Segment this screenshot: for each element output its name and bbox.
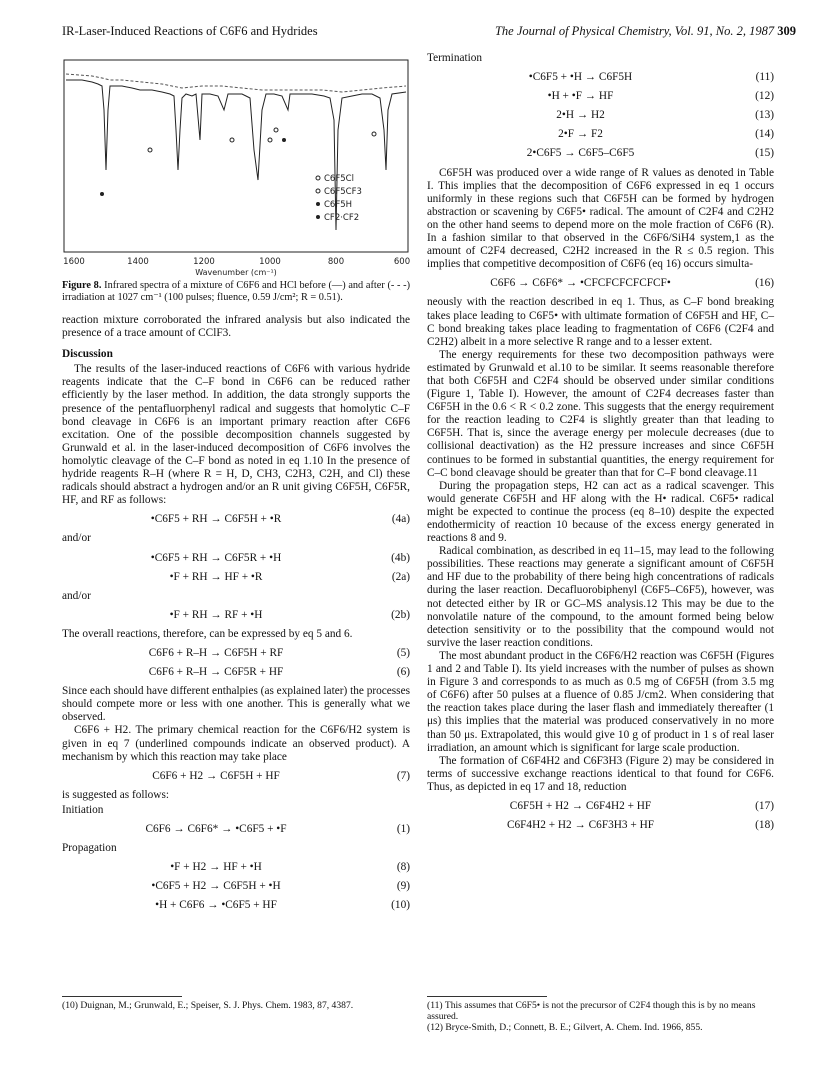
equation-13 — [427, 109, 774, 122]
equation-number: (16) — [755, 277, 774, 290]
paragraph: The overall reactions, therefore, can be expressed by eq 5 and 6. — [62, 627, 353, 640]
equation-number: (10) — [391, 899, 410, 912]
marker-C6F5H-2 — [282, 138, 286, 142]
right-column — [427, 50, 774, 838]
equation-expression: •C6F5 + RH → C6F5R + •H — [150, 551, 282, 564]
paragraph: During the propagation steps, H2 can act as a radical scavenger. This would generate C6F5H and HF along with the H• radical. C6F5• radical might be expected to continue the process (eq 8–10) despite the expected endothermicity of reaction 10 because of the excess energy generated in reactions 8 and 9. — [427, 479, 774, 545]
mechanism-label: Propagation — [62, 842, 117, 855]
equation-expression: C6F6 + R–H → C6F5H + RF — [148, 646, 284, 659]
paragraph: The most abundant product in the C6F6/H2 reaction was C6F5H (Figures 1 and 2 and Table I). Its yield increases with the number of pulses as shown in Figure 3 and corresponds to as much as 0.5 mg of C6F5H (from 3.5 mg of C6F6) after 50 pulses at a fluence of 0.85 J/cm2. When considering that the reaction takes place during the laser flash and immediately thereafter (1 μs) this implies that the material was produced conservatively in no more than 50 μs. Extrapolated, this would give 10 g of product in 1 s of real laser irradiation, an amount which is significant for large scale production. — [427, 649, 774, 754]
equation-expression: C6F4H2 + H2 → C6F3H3 + HF — [506, 819, 655, 832]
marker-C6F5CF3-2 — [268, 138, 272, 142]
equation-18 — [427, 819, 774, 832]
footnote-rule — [62, 996, 182, 997]
figure-caption — [62, 280, 410, 304]
x-axis-ticks — [63, 257, 410, 267]
equation-expression: •C6F5 + •H → C6F5H — [528, 71, 633, 84]
equation-8 — [62, 861, 410, 874]
equation-number: (2a) — [391, 570, 410, 583]
caption-label: Figure 8. — [62, 280, 102, 291]
connector-text: and/or — [62, 589, 91, 602]
equation-expression: C6F6 → C6F6* → •C6F5 + •F — [145, 823, 287, 835]
equation-number: (15) — [755, 147, 774, 160]
section-heading: Discussion — [62, 348, 113, 361]
plot-frame — [64, 60, 408, 252]
equation-2a — [62, 571, 410, 584]
legend-item-1: C6F5Cl — [324, 174, 354, 184]
x-tick: 1400 — [127, 257, 149, 267]
equation-expression: 2•H → H2 — [556, 109, 605, 122]
marker-C6F5Cl-2 — [274, 128, 278, 132]
footnote: (10) Duignan, M.; Grunwald, E.; Speiser, S. J. Phys. Chem. 1983, 87, 4387. — [62, 1000, 354, 1011]
equation-2b — [62, 609, 410, 622]
equation-5 — [62, 647, 410, 660]
equation-number: (13) — [755, 109, 774, 122]
equation-12 — [427, 90, 774, 103]
equation-4b — [62, 552, 410, 565]
x-tick: 1600 — [63, 257, 85, 267]
caption-text: Infrared spectra of a mixture of C6F6 and HCl before (—) and after (- - -) irradiation at 1027 cm⁻¹ (100 pulses; fluence, 0.59 J/cm²; R = 0.51). — [62, 280, 411, 303]
paragraph: is suggested as follows: — [62, 788, 170, 801]
equation-1 — [62, 823, 410, 836]
equation-number: (8) — [396, 861, 410, 874]
equation-15 — [427, 147, 774, 160]
legend — [316, 174, 362, 223]
equation-expression: 2•C6F5 → C6F5–C6F5 — [526, 147, 635, 160]
marker-C6F5Cl — [148, 148, 152, 152]
paragraph: The energy requirements for these two decomposition pathways were estimated by Grunwald et al.10 to be similar. It seems reasonable therefore that both C6F5H and C2F4 should be observed under similar conditions (Figure 1, Table I). However, the amount of C2F4 decreases faster than C6F5H in the 0.6 < R < 0.2 zone. This suggests that the energy requirement for the reaction leading to C2F4 is slightly greater than that leading to C6F5H. That is, since the average energy per molecule decreases (due to collisional deactivation) as the H2 pressure increases and since C6F5H continues to be formed in substantial quantities, the energy requirement for C–C bond cleavage should be greater than that for C–F bond cleavage.11 — [427, 348, 774, 479]
equation-number: (9) — [396, 880, 410, 893]
equation-number: (7) — [396, 769, 410, 782]
mechanism-label: Termination — [427, 52, 483, 64]
equation-number: (11) — [755, 71, 774, 84]
footnote: (12) Bryce-Smith, D.; Connett, B. E.; Gilvert, A. Chem. Ind. 1966, 855. — [427, 1022, 703, 1033]
x-axis-label: Wavenumber (cm⁻¹) — [195, 268, 277, 277]
x-tick: 1200 — [193, 257, 215, 267]
legend-item-4: CF2·CF2 — [324, 213, 360, 223]
paragraph: Radical combination, as described in eq 11–15, may lead to the following possibilities. These reactions may generate a significant amount of C6F5H and HF due to the probability of there being high concentrations of radicals during the laser reaction. Decafluorobiphenyl (C6F5–C6F5), however, was not detected either by IR or GC–MS analysis.12 This may be due to the nonvolatile nature of the compound, to the amount formed being below detection sensitivity or to the possibility that the compound would not survive the laser reaction conditions. — [427, 545, 774, 649]
page-number: 309 — [777, 24, 796, 38]
journal-citation: The Journal of Physical Chemistry, Vol. 91, No. 2, 1987 — [494, 24, 775, 38]
equation-number: (6) — [396, 666, 410, 679]
equation-number: (1) — [396, 823, 410, 835]
equation-expression: C6F6 → C6F6* → •CFCFCFCFCFCF• — [490, 277, 671, 290]
spectrum-after — [66, 74, 406, 92]
footnotes-right — [427, 996, 774, 1033]
marker-C6F5CF3-3 — [372, 132, 376, 136]
legend-item-2: C6F5CF3 — [324, 187, 362, 197]
equation-number: (4a) — [391, 513, 410, 526]
equation-expression: •F + RH → HF + •R — [169, 570, 263, 583]
paragraph: reaction mixture corroborated the infrared analysis but also indicated the presence of a trace amount of CClF3. — [62, 314, 410, 340]
equation-expression: •C6F5 + H2 → C6F5H + •H — [151, 880, 281, 893]
x-tick: 1000 — [259, 257, 281, 267]
footnote-rule — [427, 996, 547, 997]
equation-expression: •H + •F → HF — [547, 90, 614, 103]
paragraph: The formation of C6F4H2 and C6F3H3 (Figure 2) may be considered in terms of successive exchange reactions identical to that found for C6F6. Thus, as depicted in eq 17 and 18, reduction — [427, 754, 774, 793]
equation-expression: •H + C6F6 → •C6F5 + HF — [155, 899, 277, 912]
mechanism-label: Initiation — [62, 803, 104, 816]
footnotes-left — [62, 996, 410, 1011]
paragraph: neously with the reaction described in eq 1. Thus, as C–F bond breaking takes place leading to C6F5• with ultimate formation of C6F5H and HF, C–C bond breaking takes place leading to fragmentation of C6F6 (C2F4 and C2H2) albeit in a more selective R range and to a lesser extent. — [427, 296, 774, 348]
equation-expression: C6F5H + H2 → C6F4H2 + HF — [509, 799, 652, 812]
equation-expression: 2•F → F2 — [558, 128, 603, 141]
legend-item-3: C6F5H — [324, 200, 353, 210]
equation-number: (18) — [755, 819, 774, 832]
equation-number: (12) — [755, 90, 774, 103]
equation-number: (2b) — [391, 608, 410, 621]
equation-9 — [62, 880, 410, 893]
equation-16 — [427, 277, 774, 290]
equation-expression: C6F6 + H2 → C6F5H + HF — [152, 769, 280, 782]
paragraph: C6F6 + H2. The primary chemical reaction for the C6F6/H2 system is given in eq 7 (underlined compounds indicate an observed product). A mechanism by which this reaction may take place — [62, 724, 410, 763]
footnote: (11) This assumes that C6F5• is not the precursor of C2F4 though this is by no means assured. — [427, 1000, 756, 1022]
paragraph: C6F5H was produced over a wide range of R values as denoted in Table I. This implies that the decomposition of C6F6 expressed in eq 1 occurs uniformly in these regions such that C6F5H can be formed by hydrogen abstraction or scavening by C6F5• radical. The amount of C2F4 and C2H2 on the other hand seems to depend more on the mole fraction of C6F6 (R). In a fashion similar to that observed in the C6F6/SiH4 system,1 as the amount of C2F4 decreased, C2H2 increased in the R ≤ 0.5 region. This implies that competitive decomposition of C6F6 (eq 16) occurs simulta- — [427, 166, 774, 271]
x-tick: 800 — [327, 257, 345, 267]
journal-header — [495, 24, 796, 39]
paragraph: Since each should have different enthalpies (as explained later) the processes should compete more or less with one another. This is generally what we observed. — [62, 685, 410, 724]
connector-text: and/or — [62, 532, 91, 545]
equation-10 — [62, 899, 410, 912]
left-column — [62, 50, 410, 918]
equation-number: (5) — [396, 646, 410, 659]
equation-14 — [427, 128, 774, 141]
equation-6 — [62, 666, 410, 679]
equation-expression: C6F6 + R–H → C6F5R + HF — [148, 666, 284, 679]
equation-expression: •F + RH → RF + •H — [169, 608, 263, 621]
marker-C6F5H — [100, 192, 104, 196]
equation-11 — [427, 71, 774, 84]
x-tick: 600 — [393, 257, 410, 267]
ir-spectrum-plot — [62, 50, 410, 278]
equation-4a — [62, 513, 410, 526]
ir-spectrum-figure — [62, 50, 410, 278]
equation-7 — [62, 770, 410, 783]
equation-expression: •F + H2 → HF + •H — [170, 861, 262, 874]
equation-expression: •C6F5 + RH → C6F5H + •R — [150, 513, 282, 526]
marker-C6F5CF3 — [230, 138, 234, 142]
paragraph: The results of the laser-induced reactions of C6F6 with various hydride reagents indicate that the C–F bond in C6F6 can be reduced rather efficiently by the laser method. In addition, the data strongly supports the presence of the pentafluorphenyl radical and suggests that homolytic C–F bond cleavage in C6F6 is an important primary reaction after C6F6 excitation. One of the possible decomposition channels suggested by Grunwald et al. in the laser-induced decomposition of C6F6 involves the homolytic cleavage of the C–F bond as noted in eq 1.10 In the presence of hydride reagents R–H (where R = H, D, CH3, C2H3, C2H, and Cl) these radicals should abstract a hydrogen and/or an R unit giving C6F5H, C6F5R, HF, and RF as follows: — [62, 363, 410, 507]
equation-number: (17) — [755, 799, 774, 812]
equation-17 — [427, 800, 774, 813]
equation-number: (4b) — [391, 551, 410, 564]
spectrum-before — [66, 80, 406, 230]
equation-number: (14) — [755, 128, 774, 141]
running-header-title: IR-Laser-Induced Reactions of C6F6 and Hydrides — [62, 24, 318, 38]
